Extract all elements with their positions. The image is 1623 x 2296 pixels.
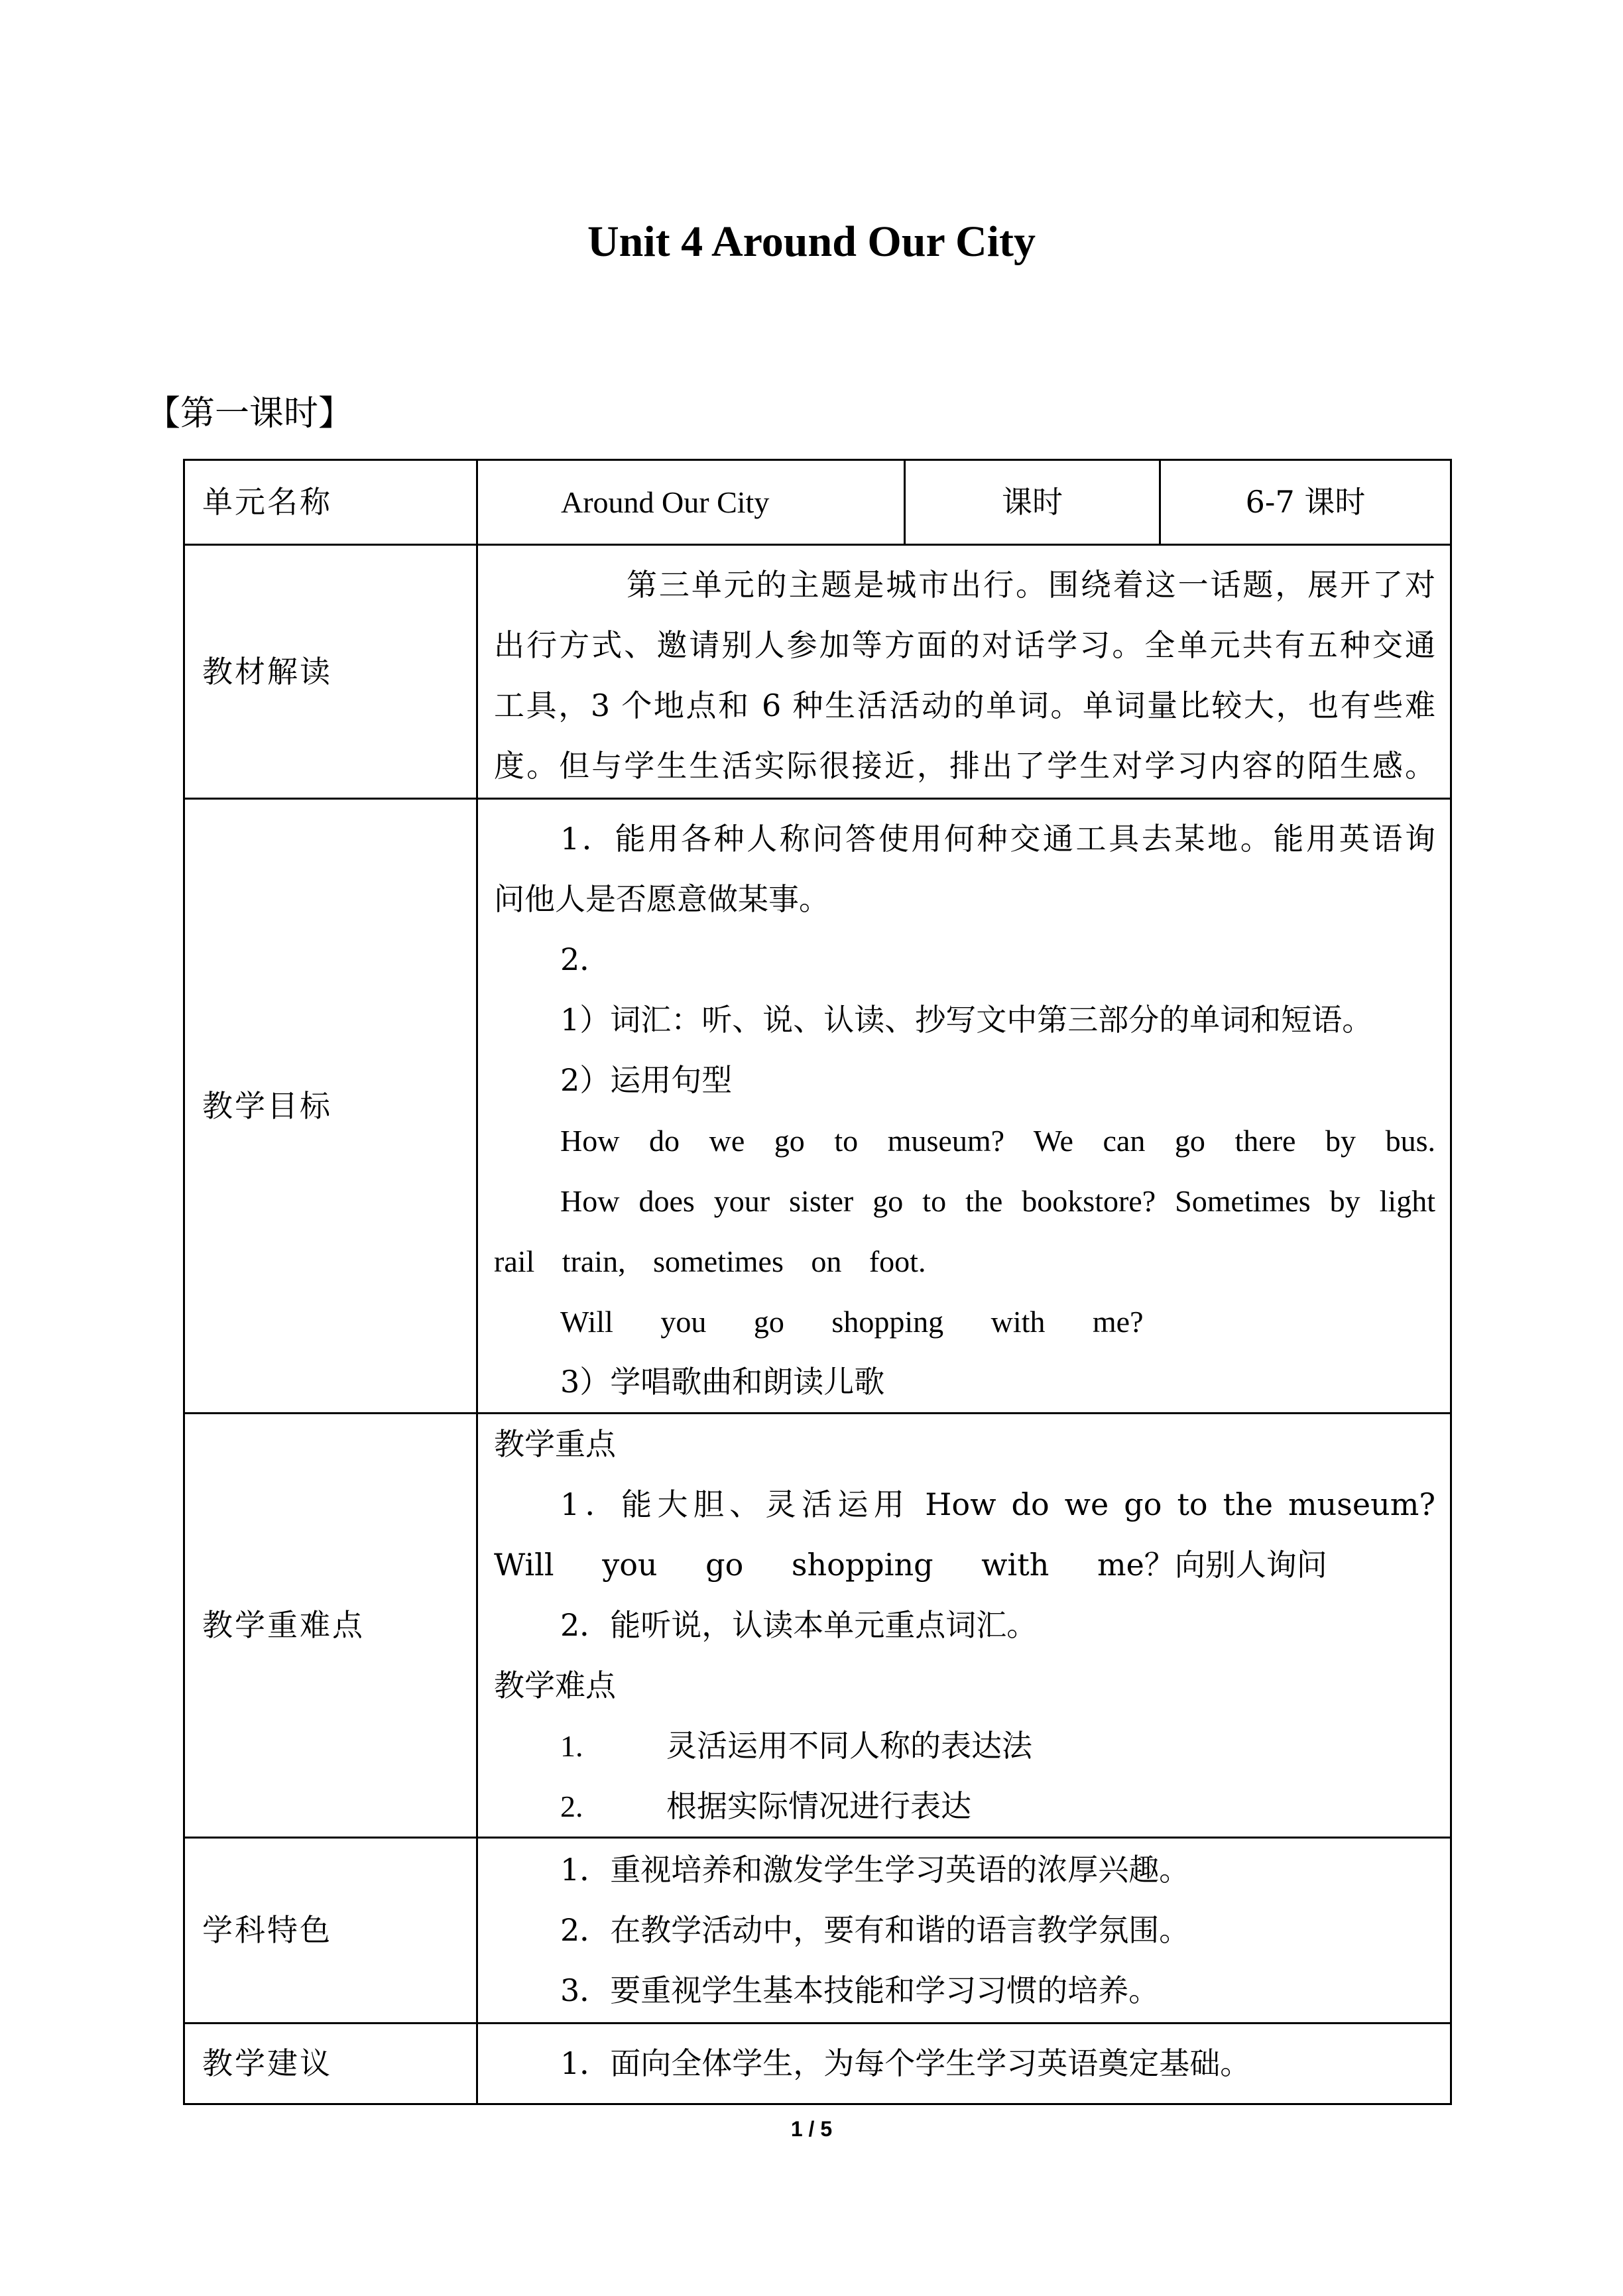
textbook-line: 度。但与学生生活实际很接近，排出了学生对学习内容的陌生感。 — [494, 748, 1435, 784]
page-number: 1 / 5 — [790, 2117, 833, 2141]
section-label: 【第一课时】 — [146, 394, 353, 434]
suggestions-content — [477, 2024, 1451, 2104]
suggestion-line: 1．面向全体学生，为每个学生学习英语奠定基础。 — [560, 2045, 1251, 2081]
difficulty-heading: 教学难点 — [494, 1667, 616, 1703]
goal-sentence: rail train, sometimes on foot. — [494, 1244, 926, 1278]
goal-line: 1）词汇：听、说、认读、抄写文中第三部分的单词和短语。 — [560, 1002, 1373, 1038]
textbook-label: 教材解读 — [184, 545, 477, 799]
features-content — [477, 1838, 1451, 2024]
feature-line: 3．要重视学生基本技能和学习习惯的培养。 — [560, 1972, 1160, 2008]
goal-line: 2． — [560, 941, 611, 977]
goal-sentence: How do we go to museum? We can go there by bus. — [560, 1124, 1435, 1158]
difficulty-item — [494, 1716, 1435, 1776]
goal-line: 1．能用各种人称问答使用何种交通工具去某地。能用英语询 — [560, 821, 1435, 857]
goal-sentence: How does your sister go to the bookstore? Sometimes by light — [560, 1184, 1435, 1218]
focus-heading: 教学重点 — [494, 1426, 616, 1462]
key-points-label: 教学重难点 — [184, 1414, 477, 1838]
textbook-line: 出行方式、邀请别人参加等方面的对话学习。全单元共有五种交通 — [494, 627, 1435, 663]
table-row-key-points — [184, 1414, 1451, 1838]
goal-line: 问他人是否愿意做某事。 — [494, 881, 829, 917]
unit-name-value: Around Our City — [477, 460, 905, 545]
goals-content — [477, 799, 1451, 1414]
feature-line: 1．重视培养和激发学生学习英语的浓厚兴趣。 — [560, 1852, 1190, 1888]
goal-line: 3）学唱歌曲和朗读儿歌 — [560, 1364, 885, 1400]
focus-line: 1．能大胆、灵活运用 How do we go to the museum? — [560, 1486, 1435, 1522]
table-row-textbook — [184, 545, 1451, 799]
difficulty-text: 灵活运用不同人称的表达法 — [666, 1728, 1032, 1764]
key-points-content — [477, 1414, 1451, 1838]
feature-line: 2．在教学活动中，要有和谐的语言教学氛围。 — [560, 1912, 1190, 1948]
page-title: Unit 4 Around Our City — [587, 217, 1036, 266]
goals-label: 教学目标 — [184, 799, 477, 1414]
period-value: 6-7 课时 — [1160, 460, 1451, 545]
difficulty-text: 根据实际情况进行表达 — [666, 1788, 971, 1824]
focus-line: 2．能听说，认读本单元重点词汇。 — [560, 1607, 1038, 1643]
table-row-unit — [184, 460, 1451, 545]
textbook-line: 工具，3 个地点和 6 种生活活动的单词。单词量比较大，也有些难 — [494, 688, 1435, 723]
table-row-goals — [184, 799, 1451, 1414]
period-label: 课时 — [905, 460, 1160, 545]
difficulty-number: 2. — [560, 1789, 583, 1823]
textbook-line: 第三单元的主题是城市出行。围绕着这一话题，展开了对 — [627, 567, 1435, 603]
focus-line: Will you go shopping with me？向别人询问 — [494, 1547, 1327, 1583]
goal-sentence: Will you go shopping with me? — [560, 1305, 1144, 1339]
goal-line: 2）运用句型 — [560, 1062, 733, 1098]
lesson-plan-table — [183, 459, 1452, 2105]
table-row-features — [184, 1838, 1451, 2024]
suggestions-label: 教学建议 — [184, 2024, 477, 2104]
difficulty-number: 1. — [560, 1729, 583, 1763]
table-row-suggestions — [184, 2024, 1451, 2104]
unit-name-label: 单元名称 — [184, 460, 477, 545]
difficulty-item — [494, 1776, 1435, 1837]
features-label: 学科特色 — [184, 1838, 477, 2024]
textbook-content — [477, 545, 1451, 799]
